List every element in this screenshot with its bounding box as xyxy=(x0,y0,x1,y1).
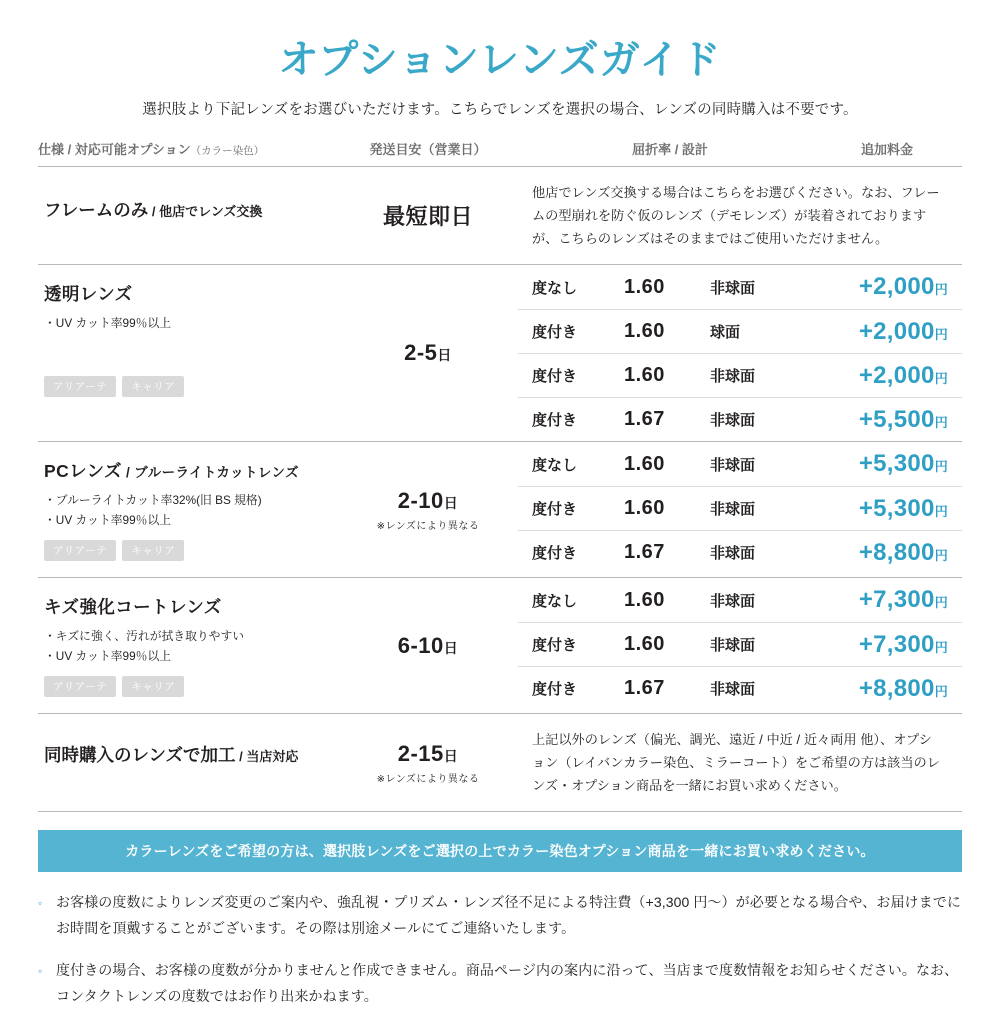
note-text: 度付きの場合、お客様の度数が分かりませんと作成できません。商品ページ内の案内に沿って、当店まで度数情報をお知らせください。なお、コンタクトレンズの度数ではお作り出来かねます。 xyxy=(56,962,959,1005)
table-row xyxy=(38,442,962,577)
spec-price xyxy=(820,586,962,614)
tag-carrier: キャリア xyxy=(122,540,184,561)
shipping-days-value: 2-5 xyxy=(404,340,438,366)
spec-index: 1.60 xyxy=(624,452,665,475)
tag-carrier: キャリア xyxy=(122,376,184,397)
row-description: 他店でレンズ交換する場合はこちらをお選びください。なお、フレームの型崩れを防ぐ仮のレンズ（デモレンズ）が装着されておりますが、こちらのレンズはそのままではご使用いただけません。 xyxy=(532,185,940,247)
table-column-headers xyxy=(38,139,962,166)
table-row xyxy=(38,578,962,713)
table-row xyxy=(38,167,962,264)
spec-row xyxy=(518,265,962,309)
row-days-cell xyxy=(338,167,518,264)
shipping-days-unit: 日 xyxy=(437,347,452,364)
spec-design: 非球面 xyxy=(710,279,756,297)
spec-price-unit: 円 xyxy=(934,639,948,655)
row-title-cell xyxy=(38,578,338,713)
list-item xyxy=(38,890,962,942)
spec-price-value: +8,800 xyxy=(858,674,935,702)
spec-price-unit: 円 xyxy=(934,282,948,298)
spec-index: 1.67 xyxy=(624,408,665,431)
spec-row xyxy=(518,530,962,574)
shipping-days-unit: 日 xyxy=(443,639,459,656)
lens-option-tags xyxy=(44,376,330,397)
column-header-spec xyxy=(38,139,338,158)
spec-index: 1.60 xyxy=(624,275,665,298)
spec-design: 非球面 xyxy=(710,412,756,430)
spec-row xyxy=(518,353,962,397)
row-days-cell xyxy=(338,714,518,811)
spec-index: 1.60 xyxy=(624,633,665,656)
shipping-days-unit: 日 xyxy=(443,747,459,764)
shipping-days-note: ※レンズにより異なる xyxy=(376,520,480,532)
spec-row xyxy=(518,578,962,622)
spec-price xyxy=(820,318,962,346)
shipping-days-note: ※レンズにより異なる xyxy=(376,773,480,785)
spec-row xyxy=(518,442,962,486)
spec-price-unit: 円 xyxy=(934,595,948,611)
spec-index: 1.60 xyxy=(624,364,665,387)
table-row xyxy=(38,265,962,441)
spec-price xyxy=(820,675,962,703)
bullet-circle-icon: ◦ xyxy=(38,896,43,911)
spec-price-unit: 円 xyxy=(934,326,948,342)
row-spec-cell xyxy=(518,578,962,713)
tag-ariate: アリアーテ xyxy=(44,540,116,561)
spec-price xyxy=(820,362,962,390)
spec-price-unit: 円 xyxy=(934,414,948,430)
shipping-days-value: 2-15 xyxy=(397,740,444,766)
spec-price xyxy=(820,273,962,301)
spec-degree: 度付き xyxy=(532,368,578,386)
lens-name-sub: / ブルーライトカットレンズ xyxy=(121,465,299,481)
spec-degree: 度付き xyxy=(532,637,578,655)
shipping-days xyxy=(404,340,452,366)
color-lens-banner: カラーレンズをご希望の方は、選択肢レンズをご選択の上でカラー染色オプション商品を一緒にお買い求めください。 xyxy=(38,830,962,872)
page-subtitle: 選択肢より下記レンズをお選びいただけます。こちらでレンズを選択の場合、レンズの同時購入は不要です。 xyxy=(142,102,858,118)
lens-name-sub: / 当店対応 xyxy=(235,749,299,765)
spec-price-value: +2,000 xyxy=(858,273,935,301)
spec-design: 非球面 xyxy=(710,637,756,655)
column-header-price: 追加料金 xyxy=(860,142,913,157)
spec-price-value: +7,300 xyxy=(858,586,935,614)
row-spec-cell xyxy=(518,442,962,577)
row-days-cell xyxy=(338,265,518,441)
lens-feature-item: ・キズに強く、汚れが拭き取りやすい xyxy=(44,629,245,644)
lens-features xyxy=(44,491,330,530)
spec-price xyxy=(820,406,962,434)
tag-carrier: キャリア xyxy=(122,676,184,697)
spec-price xyxy=(820,539,962,567)
lens-name: PCレンズ xyxy=(44,461,122,482)
spec-price xyxy=(820,631,962,659)
lens-feature-item: ・UV カット率99％以上 xyxy=(44,512,172,527)
spec-price-value: +7,300 xyxy=(858,630,935,658)
spec-design: 非球面 xyxy=(710,681,756,699)
spec-design: 非球面 xyxy=(710,501,756,519)
spec-price-unit: 円 xyxy=(934,370,948,386)
tag-ariate: アリアーテ xyxy=(44,676,116,697)
row-title-cell xyxy=(38,167,338,264)
spec-design: 非球面 xyxy=(710,368,756,386)
spec-design: 非球面 xyxy=(710,592,756,610)
spec-design: 非球面 xyxy=(710,545,756,563)
spec-index: 1.60 xyxy=(624,320,665,343)
row-title-cell xyxy=(38,442,338,577)
column-header-spec-main: 仕様 / 対応可能オプション xyxy=(38,142,191,157)
spec-price xyxy=(820,450,962,478)
spec-row xyxy=(518,666,962,710)
spec-degree: 度付き xyxy=(532,324,578,342)
row-description-cell xyxy=(518,714,962,811)
table-row xyxy=(38,714,962,811)
spec-price-value: +2,000 xyxy=(858,361,935,389)
lens-name: フレームのみ xyxy=(44,200,149,220)
spec-degree: 度付き xyxy=(532,681,578,699)
lens-option-tags xyxy=(44,540,330,561)
row-title-cell xyxy=(38,714,338,811)
notes-list xyxy=(38,890,962,1010)
spec-price-value: +5,300 xyxy=(858,494,935,522)
lens-name-sub: / 他店でレンズ交換 xyxy=(148,204,263,219)
list-item xyxy=(38,958,962,1010)
shipping-days-value: 2-10 xyxy=(397,487,444,513)
row-description: 上記以外のレンズ（偏光、調光、遠近 / 中近 / 近々両用 他）、オプション（レイバンカラー染色、ミラーコート）をご希望の方は該当のレンズ・オプション商品を一緒にお買い求めください。 xyxy=(532,732,940,794)
row-description-cell xyxy=(518,167,962,264)
column-header-spec-sub: （カラー染色） xyxy=(190,145,265,157)
spec-degree: 度付き xyxy=(532,412,578,430)
shipping-days xyxy=(377,488,480,532)
spec-degree: 度付き xyxy=(532,501,578,519)
lens-feature-item: ・UV カット率99％以上 xyxy=(44,648,172,663)
spec-index: 1.67 xyxy=(624,541,665,564)
spec-row xyxy=(518,309,962,353)
lens-feature-item: ・ブルーライトカット率32%(旧 BS 規格) xyxy=(44,493,262,508)
spec-price-value: +8,800 xyxy=(858,538,935,566)
tag-ariate: アリアーテ xyxy=(44,376,116,397)
shipping-days: 最短即日 xyxy=(382,204,473,230)
spec-degree: 度なし xyxy=(532,279,578,297)
spec-degree: 度なし xyxy=(532,456,578,474)
spec-price-value: +5,300 xyxy=(858,450,935,478)
lens-option-tags xyxy=(44,676,330,697)
row-spec-cell xyxy=(518,265,962,441)
lens-features xyxy=(44,627,330,666)
spec-price-value: +2,000 xyxy=(858,317,935,345)
row-title-cell xyxy=(38,265,338,441)
lens-name: キズ強化コートレンズ xyxy=(44,597,222,618)
spec-design: 非球面 xyxy=(710,456,756,474)
spec-degree: 度付き xyxy=(532,545,578,563)
spec-index: 1.67 xyxy=(624,677,665,700)
spec-index: 1.60 xyxy=(624,588,665,611)
column-header-index: 屈折率 / 設計 xyxy=(632,142,708,157)
spec-price-unit: 円 xyxy=(934,459,948,475)
note-text: お客様の度数によりレンズ変更のご案内や、強乱視・プリズム・レンズ径不足による特注費（+3,300 円〜）が必要となる場合や、お届けまでにお時間を頂戴することがございます。その際は別途メールにてご連絡いたします。 xyxy=(56,894,961,937)
shipping-days xyxy=(398,633,459,659)
bullet-circle-icon: ◦ xyxy=(38,964,43,979)
page-title: オプションレンズガイド xyxy=(278,38,722,82)
spec-row xyxy=(518,397,962,441)
shipping-days-value: 6-10 xyxy=(397,632,444,658)
row-days-cell xyxy=(338,578,518,713)
spec-row xyxy=(518,622,962,666)
lens-name: 透明レンズ xyxy=(44,284,133,305)
table-bottom-divider xyxy=(38,811,962,812)
spec-design: 球面 xyxy=(710,324,741,342)
spec-row xyxy=(518,486,962,530)
spec-degree: 度なし xyxy=(532,592,578,610)
column-header-days: 発送目安（営業日） xyxy=(369,142,487,157)
lens-features xyxy=(44,314,330,333)
spec-price-unit: 円 xyxy=(934,547,948,563)
shipping-days-unit: 日 xyxy=(443,494,459,511)
shipping-days xyxy=(377,741,480,785)
spec-price-unit: 円 xyxy=(934,683,948,699)
lens-feature-item: ・UV カット率99％以上 xyxy=(44,316,172,331)
spec-price-value: +5,500 xyxy=(858,405,935,433)
spec-index: 1.60 xyxy=(624,497,665,520)
spec-price xyxy=(820,495,962,523)
row-days-cell xyxy=(338,442,518,577)
spec-price-unit: 円 xyxy=(934,503,948,519)
lens-name: 同時購入のレンズで加工 xyxy=(44,745,236,766)
lens-name-wrapper xyxy=(44,458,330,483)
